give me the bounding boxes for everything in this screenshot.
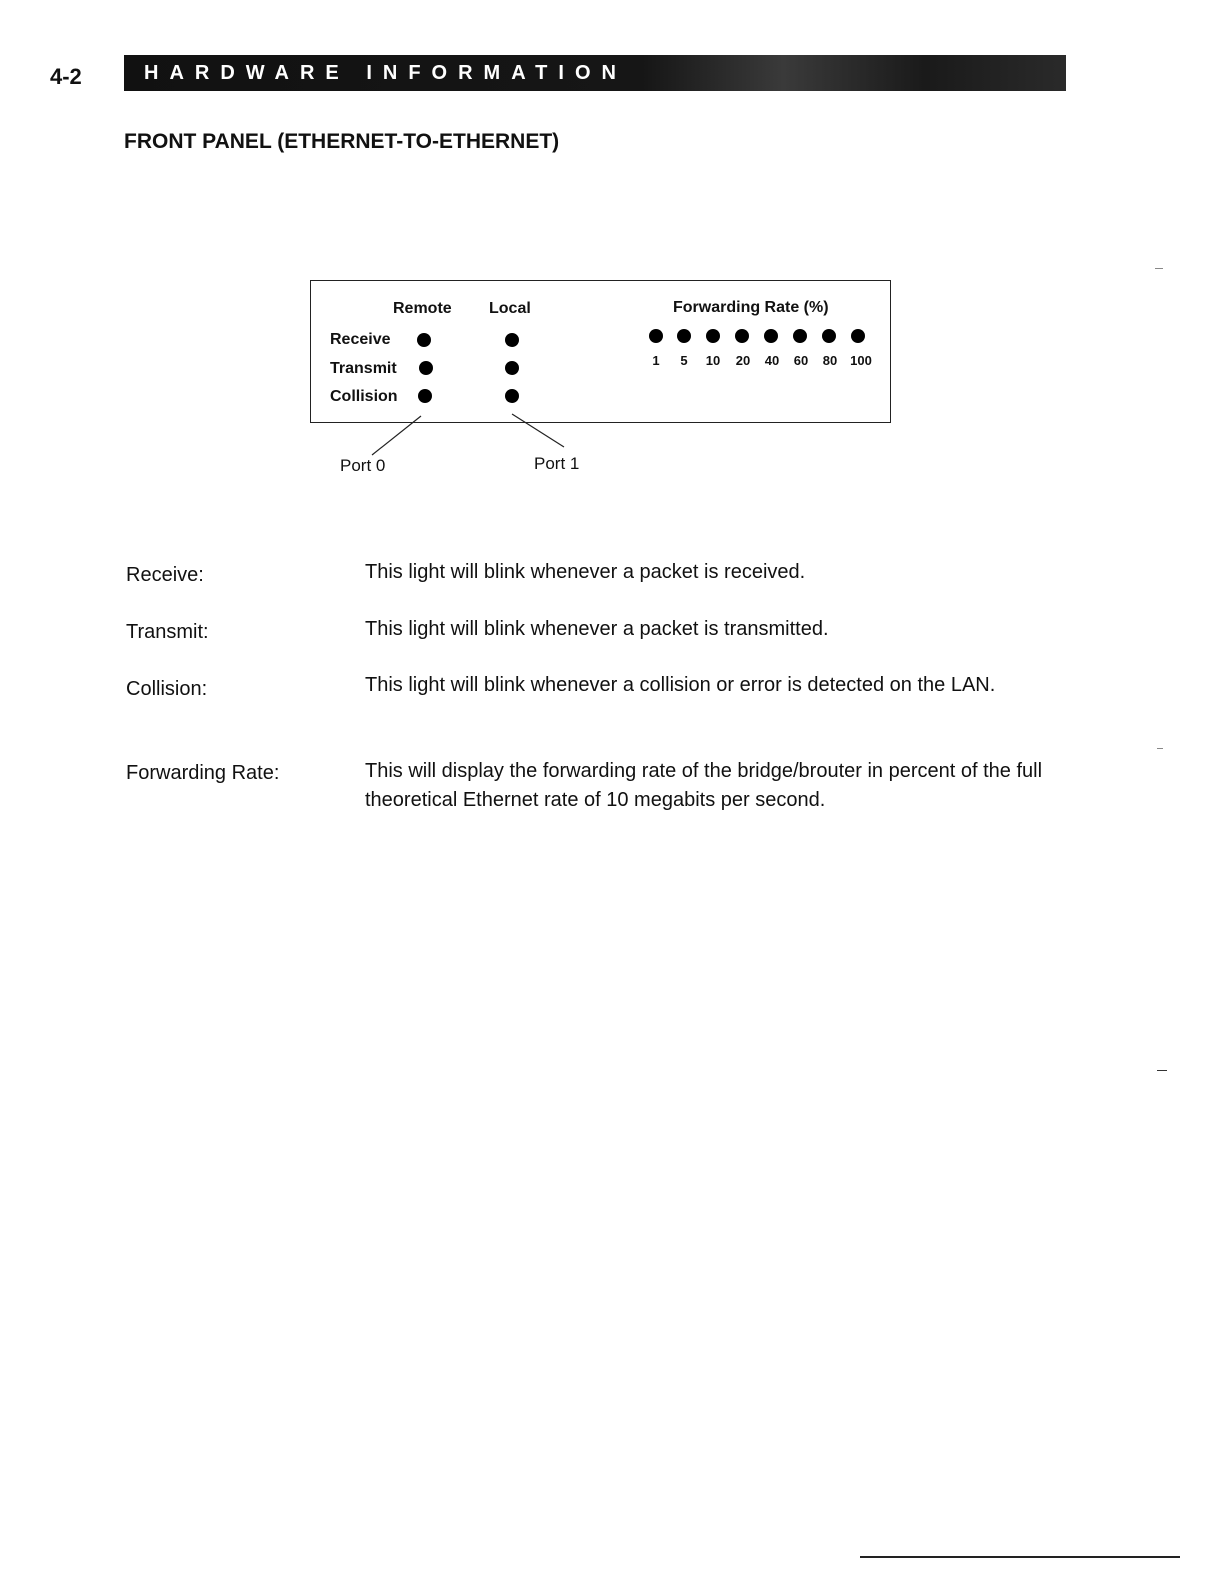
definition-term-transmit: Transmit: (126, 621, 209, 643)
rate-led-5 (677, 329, 691, 343)
port0-label: Port 0 (340, 456, 386, 475)
rate-led-80 (822, 329, 836, 343)
rate-tick: 20 (735, 353, 751, 368)
definition-text-forwarding-rate: This will display the forwarding rate of the bridge/brouter in percent of the full theoretical Ethernet rate of 10 megabits per second. (365, 760, 1043, 811)
remote-collision-led (418, 389, 432, 403)
rate-tick: 10 (705, 353, 721, 368)
local-transmit-led (505, 361, 519, 375)
definition-text-receive: This light will blink whenever a packet is received. (365, 561, 806, 583)
local-collision-led (505, 389, 519, 403)
page-number: 4-2 (50, 64, 82, 89)
definition-text-collision: This light will blink whenever a collision or error is detected on the LAN. (365, 674, 996, 696)
header-title: HARDWARE INFORMATION (144, 62, 627, 84)
rate-led-1 (649, 329, 663, 343)
scan-edge-mark (1157, 748, 1163, 749)
remote-transmit-led (419, 361, 433, 375)
remote-receive-led (417, 333, 431, 347)
remote-column-label: Remote (393, 300, 452, 317)
header-bar (124, 55, 1066, 91)
scan-edge-mark (1157, 1070, 1167, 1071)
rate-tick: 40 (764, 353, 780, 368)
rate-led-20 (735, 329, 749, 343)
definition-text-transmit: This light will blink whenever a packet is transmitted. (365, 618, 829, 640)
rate-tick: 5 (680, 353, 688, 368)
receive-row-label: Receive (330, 331, 391, 348)
front-panel-diagram (310, 280, 891, 423)
rate-led-60 (793, 329, 807, 343)
definition-term-collision: Collision: (126, 678, 208, 700)
definition-term-receive: Receive: (126, 564, 204, 586)
transmit-row-label: Transmit (330, 360, 397, 377)
rate-tick: 60 (793, 353, 809, 368)
rate-led-40 (764, 329, 778, 343)
bottom-rule (860, 1556, 1180, 1558)
forwarding-rate-title: Forwarding Rate (%) (673, 299, 829, 316)
port1-label: Port 1 (534, 454, 580, 473)
rate-tick: 100 (850, 353, 872, 368)
section-title: FRONT PANEL (ETHERNET-TO-ETHERNET) (124, 130, 560, 153)
definition-term-forwarding-rate: Forwarding Rate: (126, 762, 280, 784)
collision-row-label: Collision (330, 388, 398, 405)
rate-led-10 (706, 329, 720, 343)
scan-edge-mark (1155, 268, 1163, 269)
rate-tick: 1 (652, 353, 660, 368)
rate-tick: 80 (822, 353, 838, 368)
rate-led-100 (851, 329, 865, 343)
local-column-label: Local (489, 300, 531, 317)
local-receive-led (505, 333, 519, 347)
